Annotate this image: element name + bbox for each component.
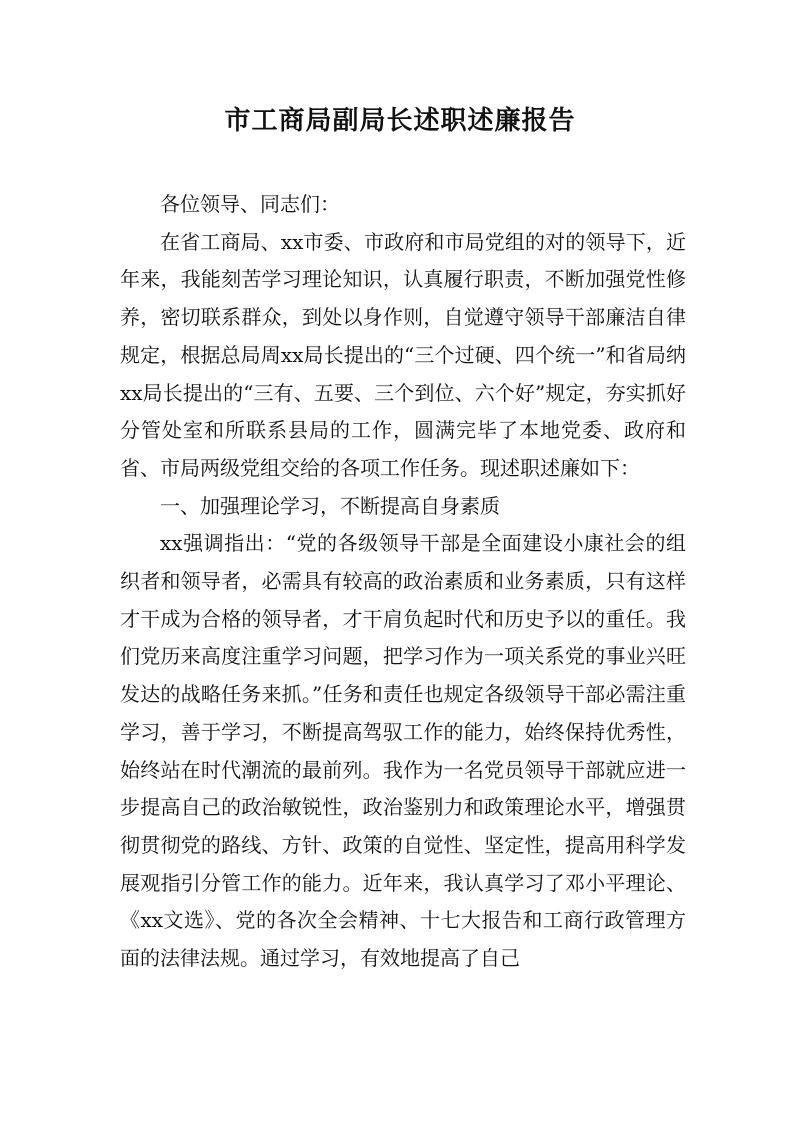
body-paragraph: xx强调指出：“党的各级领导干部是全面建设小康社会的组织者和领导者，必需具有较高的政治素质和业务素质，只有这样才干成为合格的领导者，才干肩负起时代和历史予以的重任。我们党历来高度注重学习问题，把学习作为一项关系党的事业兴旺发达的战略任务来抓。”任务和责任也规定各级领导干部必需注重学习，善于学习，不断提高驾驭工作的能力，始终保持优秀性，始终站在时代潮流的最前列。我作为一名党员领导干部就应进一步提高自己的政治敏锐性，政治鉴别力和政策理论水平，增强贯彻贯彻党的路线、方针、政策的自觉性、坚定性，提高用科学发展观指引分管工作的能力。近年来，我认真学习了邓小平理论、《xx文选》、党的各次全会精神、十七大报告和工商行政管理方面的法律法规。通过学习，有效地提高了自己 xyxy=(120,531,686,971)
greeting-paragraph: 各位领导、同志们： xyxy=(160,192,340,216)
section-heading: 一、加强理论学习，不断提高自身素质 xyxy=(160,493,500,518)
document-body xyxy=(120,186,686,978)
document-title: 市工商局副局长述职述廉报告 xyxy=(224,106,576,136)
intro-paragraph: 在省工商局、xx市委、市政府和市局党组的对的领导下，近年来，我能刻苦学习理论知识，认真履行职责，不断加强党性修养，密切联系群众，到处以身作则，自觉遵守领导干部廉洁自律规定，根据总局周xx局长提出的“三个过硬、四个统一”和省局纳xx局长提出的“三有、五要、三个到位、六个好”规定，夯实抓好分管处室和所联系县局的工作，圆满完毕了本地党委、政府和省、市局两级党组交给的各项工作任务。现述职述廉如下： xyxy=(120,229,686,480)
